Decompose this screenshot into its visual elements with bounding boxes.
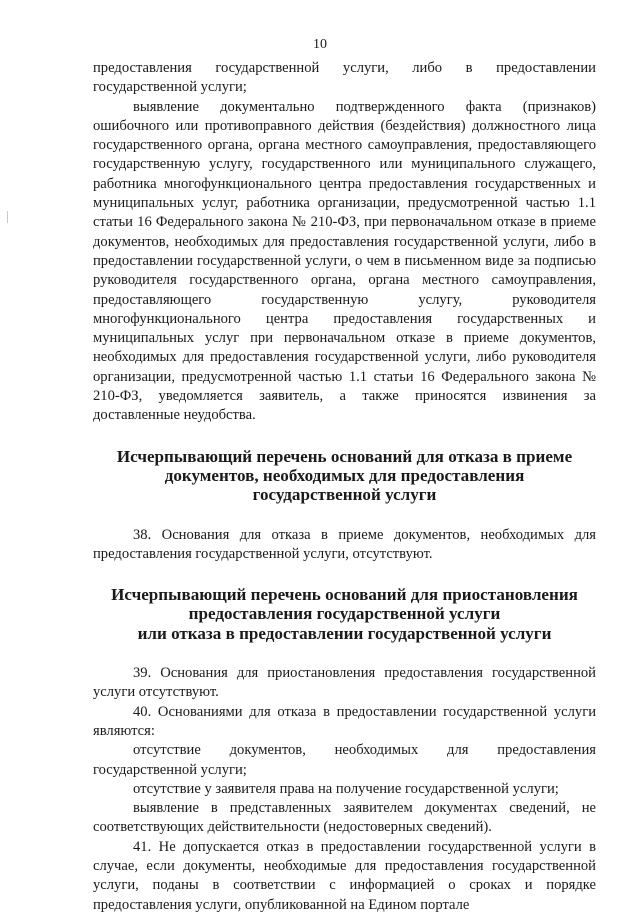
- section-heading-suspension-refusal: [93, 585, 596, 643]
- paragraph-40: 40. Основаниями для отказа в предоставлении государственной услуги являются:: [93, 703, 596, 739]
- list-item-missing-documents: отсутствие документов, необходимых для предоставления государственной услуги;: [93, 742, 596, 778]
- paragraph-error-detection: выявление документально подтвержденного факта (признаков) ошибочного или противоправного действия (бездействия) должностного лица государственного органа, органа местного самоуправления, предоставляющего государственную услугу, государственного или муниципального служащего, работника многофункционального центра предоставления государственных и муниципальных услуг, работника организации, предусмотренной частью 1.1 статьи 16 Федерального закона № 210-ФЗ, при первоначальном отказе в приеме документов, необходимых для предоставления государственной услуги, либо в предоставлении государственной услуги, о чем в письменном виде за подписью руководителя государственного органа, органа местного самоуправления, предоставляющего государственную услугу, руководителя многофункционального центра предоставления государственных и муниципальных услуг при первоначальном отказе в приеме документов, необходимых для предоставления государственной услуги, либо руководителя организации, предусмотренной частью 1.1 статьи 16 Федерального закона № 210-ФЗ, уведомляется заявитель, а также приносятся извинения за доставленные неудобства.: [93, 98, 596, 424]
- paragraph-39: 39. Основания для приостановления предоставления государственной услуги отсутствуют.: [93, 665, 596, 701]
- scan-edge-mark: [7, 211, 8, 223]
- document-body: [93, 59, 596, 915]
- heading-line: Исчерпывающий перечень оснований для приостановления: [111, 585, 578, 605]
- list-item-false-info: выявление в представленных заявителем документах сведений, не соответствующих действительности (недостоверных сведений).: [93, 800, 596, 836]
- paragraph-continuation: предоставления государственной услуги, либо в предоставлении государственной услуги;: [93, 60, 596, 96]
- heading-line: документов, необходимых для предоставления: [164, 465, 525, 485]
- heading-line: государственной услуги: [252, 485, 437, 505]
- section-heading-refusal-documents: [93, 447, 596, 505]
- page-number: 10: [313, 37, 327, 52]
- list-item-no-right: отсутствие у заявителя права на получение государственной услуги;: [133, 780, 559, 797]
- heading-line: предоставления государственной услуги: [188, 604, 501, 624]
- heading-line: или отказа в предоставлении государственной услуги: [137, 623, 552, 643]
- paragraph-41: 41. Не допускается отказ в предоставлении государственной услуги в случае, если документы, необходимые для предоставления государственной услуги, поданы в соответствии с информацией о сроках и порядке предоставления услуги, опубликованной на Едином портале: [93, 838, 596, 913]
- paragraph-38: 38. Основания для отказа в приеме документов, необходимых для предоставления государственной услуги, отсутствуют.: [93, 526, 596, 562]
- heading-line: Исчерпывающий перечень оснований для отказа в приеме: [116, 446, 573, 466]
